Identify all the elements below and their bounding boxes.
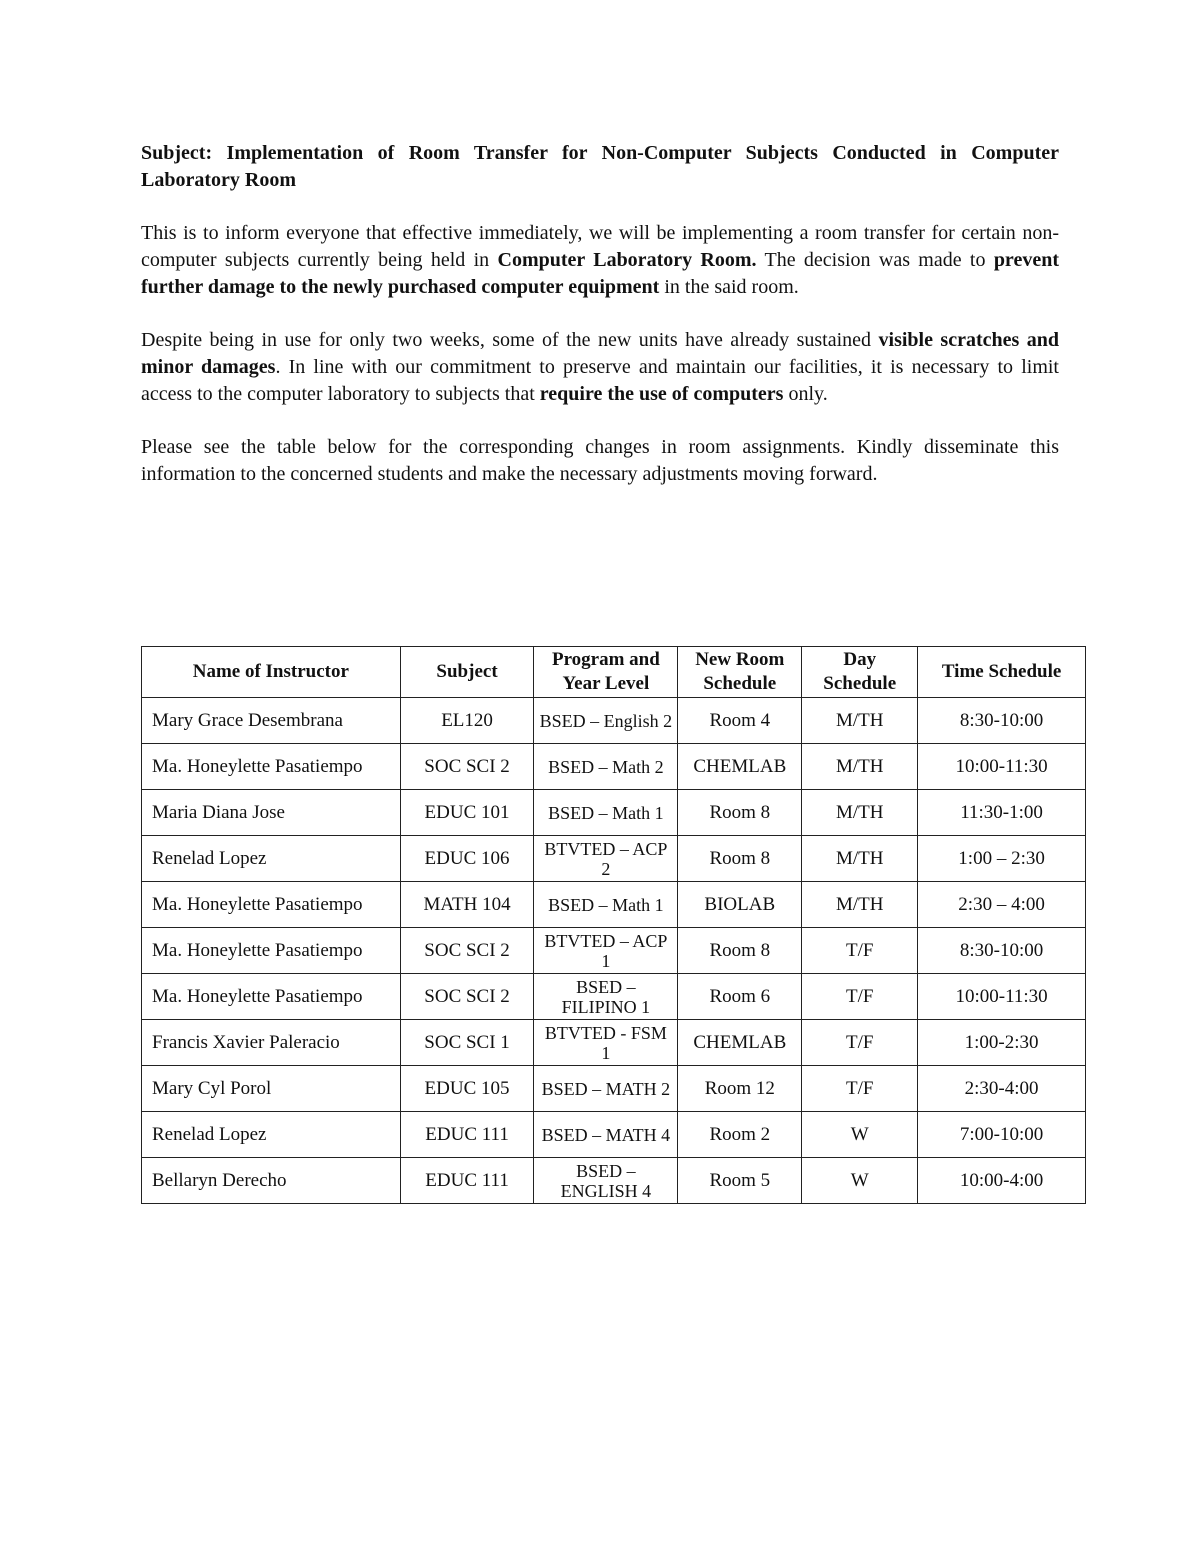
cell-time: 2:30-4:00 xyxy=(918,1066,1086,1112)
cell-subject: SOC SCI 2 xyxy=(400,928,534,974)
cell-room: Room 2 xyxy=(678,1112,802,1158)
cell-room: Room 8 xyxy=(678,836,802,882)
cell-instructor: Francis Xavier Paleracio xyxy=(142,1020,401,1066)
table-row xyxy=(142,928,1086,974)
cell-instructor: Mary Cyl Porol xyxy=(142,1066,401,1112)
p2-text-1: Despite being in use for only two weeks, some of the new units have already sustained xyxy=(141,329,879,351)
cell-program: BSED – MATH 4 xyxy=(534,1112,678,1158)
cell-time: 8:30-10:00 xyxy=(918,928,1086,974)
cell-time: 10:00-11:30 xyxy=(918,974,1086,1020)
header-time: Time Schedule xyxy=(918,647,1086,698)
cell-instructor: Ma. Honeylette Pasatiempo xyxy=(142,882,401,928)
table-row xyxy=(142,790,1086,836)
cell-day: M/TH xyxy=(802,836,918,882)
cell-program: BSED – ENGLISH 4 xyxy=(534,1158,678,1204)
header-subject: Subject xyxy=(400,647,534,698)
table-row xyxy=(142,1066,1086,1112)
cell-subject: EL120 xyxy=(400,698,534,744)
memo-body xyxy=(141,140,1059,514)
cell-day: T/F xyxy=(802,974,918,1020)
cell-day: T/F xyxy=(802,928,918,974)
cell-room: Room 8 xyxy=(678,928,802,974)
cell-room: BIOLAB xyxy=(678,882,802,928)
paragraph-1 xyxy=(141,220,1059,301)
cell-day: M/TH xyxy=(802,744,918,790)
cell-program: BTVTED – ACP 1 xyxy=(534,928,678,974)
cell-time: 2:30 – 4:00 xyxy=(918,882,1086,928)
table-row xyxy=(142,1020,1086,1066)
cell-room: Room 5 xyxy=(678,1158,802,1204)
cell-subject: SOC SCI 2 xyxy=(400,974,534,1020)
table-row xyxy=(142,882,1086,928)
cell-instructor: Ma. Honeylette Pasatiempo xyxy=(142,928,401,974)
table-row xyxy=(142,836,1086,882)
cell-time: 7:00-10:00 xyxy=(918,1112,1086,1158)
cell-program: BTVTED – ACP 2 xyxy=(534,836,678,882)
cell-time: 8:30-10:00 xyxy=(918,698,1086,744)
cell-instructor: Bellaryn Derecho xyxy=(142,1158,401,1204)
cell-day: W xyxy=(802,1112,918,1158)
cell-instructor: Ma. Honeylette Pasatiempo xyxy=(142,744,401,790)
cell-instructor: Mary Grace Desembrana xyxy=(142,698,401,744)
cell-room: Room 8 xyxy=(678,790,802,836)
cell-instructor: Renelad Lopez xyxy=(142,836,401,882)
cell-day: M/TH xyxy=(802,882,918,928)
cell-program: BSED – Math 1 xyxy=(534,882,678,928)
header-day: Day Schedule xyxy=(802,647,918,698)
p1-bold-2: prevent further damage to the newly purchased computer equipment xyxy=(141,249,1059,298)
p1-text-1: This is to inform everyone that effective immediately, we will be implementing a room transfer for certain non-computer subjects currently being held in xyxy=(141,222,1059,271)
table-row xyxy=(142,1158,1086,1204)
cell-room: CHEMLAB xyxy=(678,1020,802,1066)
cell-subject: EDUC 111 xyxy=(400,1112,534,1158)
cell-instructor: Renelad Lopez xyxy=(142,1112,401,1158)
p2-bold-1: visible scratches and minor damages xyxy=(141,329,1059,378)
room-schedule-table xyxy=(141,646,1086,1204)
cell-subject: MATH 104 xyxy=(400,882,534,928)
table-row xyxy=(142,974,1086,1020)
cell-day: W xyxy=(802,1158,918,1204)
cell-room: Room 12 xyxy=(678,1066,802,1112)
p2-text-3: only. xyxy=(783,383,828,405)
memo-subject: Subject: Implementation of Room Transfer for Non-Computer Subjects Conducted in Computer Laboratory Room xyxy=(141,142,1059,191)
cell-program: BSED – Math 2 xyxy=(534,744,678,790)
cell-day: T/F xyxy=(802,1020,918,1066)
cell-room: CHEMLAB xyxy=(678,744,802,790)
p2-text-2: . In line with our commitment to preserve and maintain our facilities, it is necessary to limit access to the computer laboratory to subjects that xyxy=(141,356,1059,405)
cell-subject: EDUC 106 xyxy=(400,836,534,882)
table-row xyxy=(142,744,1086,790)
cell-instructor: Ma. Honeylette Pasatiempo xyxy=(142,974,401,1020)
cell-time: 1:00-2:30 xyxy=(918,1020,1086,1066)
p1-bold-1: Computer Laboratory Room. xyxy=(497,249,757,271)
cell-room: Room 4 xyxy=(678,698,802,744)
cell-instructor: Maria Diana Jose xyxy=(142,790,401,836)
header-room: New Room Schedule xyxy=(678,647,802,698)
p1-text-3: in the said room. xyxy=(659,276,799,298)
cell-program: BTVTED - FSM 1 xyxy=(534,1020,678,1066)
p1-text-2: The decision was made to xyxy=(756,249,994,271)
paragraph-2 xyxy=(141,327,1059,408)
cell-program: BSED – English 2 xyxy=(534,698,678,744)
cell-time: 10:00-4:00 xyxy=(918,1158,1086,1204)
table-row xyxy=(142,698,1086,744)
cell-subject: EDUC 101 xyxy=(400,790,534,836)
cell-program: BSED – FILIPINO 1 xyxy=(534,974,678,1020)
cell-day: T/F xyxy=(802,1066,918,1112)
cell-subject: EDUC 105 xyxy=(400,1066,534,1112)
cell-time: 10:00-11:30 xyxy=(918,744,1086,790)
cell-subject: SOC SCI 2 xyxy=(400,744,534,790)
header-program: Program and Year Level xyxy=(534,647,678,698)
header-instructor: Name of Instructor xyxy=(142,647,401,698)
cell-day: M/TH xyxy=(802,698,918,744)
paragraph-3: Please see the table below for the corresponding changes in room assignments. Kindly disseminate this information to the concerned students and make the necessary adjustments moving forward. xyxy=(141,436,1059,485)
cell-subject: SOC SCI 1 xyxy=(400,1020,534,1066)
cell-program: BSED – Math 1 xyxy=(534,790,678,836)
cell-subject: EDUC 111 xyxy=(400,1158,534,1204)
cell-time: 1:00 – 2:30 xyxy=(918,836,1086,882)
p2-bold-2: require the use of computers xyxy=(539,383,784,405)
table-header-row xyxy=(142,647,1086,698)
cell-room: Room 6 xyxy=(678,974,802,1020)
cell-day: M/TH xyxy=(802,790,918,836)
cell-time: 11:30-1:00 xyxy=(918,790,1086,836)
table-row xyxy=(142,1112,1086,1158)
cell-program: BSED – MATH 2 xyxy=(534,1066,678,1112)
